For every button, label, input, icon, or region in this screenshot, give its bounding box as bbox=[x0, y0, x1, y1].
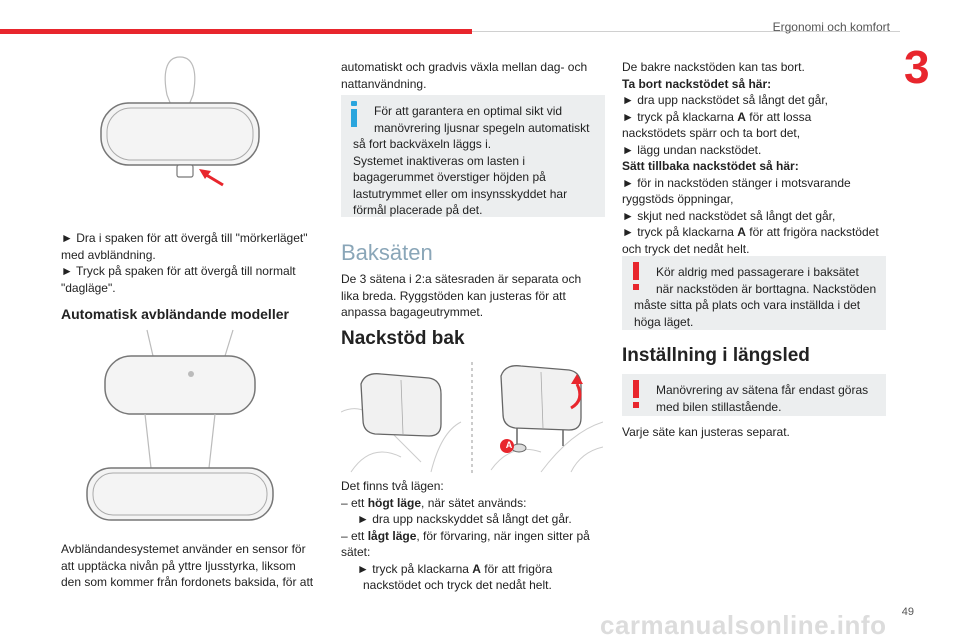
baksaten-line: anpassa bagageutrymmet. bbox=[341, 305, 484, 319]
low-position-cont: sätet: bbox=[341, 545, 371, 559]
remove-step: nackstödets spärr och ta bort det, bbox=[622, 126, 801, 140]
length-text: Varje säte kan justeras separat. bbox=[622, 425, 790, 439]
auto-dimming-heading: Automatisk avbländande modeller bbox=[61, 306, 289, 322]
header-accent-bar bbox=[0, 29, 472, 34]
sensor-line: den som kommer från fordonets baksida, för att bbox=[61, 575, 314, 589]
positions-intro: Det finns två lägen: bbox=[341, 479, 444, 493]
manual-mirror-illustration bbox=[95, 55, 265, 195]
low-position-line: – ett lågt läge, för förvaring, när ingen sitter på bbox=[341, 528, 590, 543]
sensor-line: att upptäcka nivån på yttre ljusstyrka, liksom bbox=[61, 558, 296, 573]
figure-label-a: A bbox=[505, 440, 513, 450]
refit-step: ► tryck på klackarna A för att frigöra nackstödet bbox=[622, 225, 879, 239]
continued-line: nattanvändning. bbox=[341, 76, 427, 91]
refit-heading: Sätt tillbaka nackstödet så här: bbox=[622, 159, 799, 173]
warning-note-stationary: Manövrering av sätena får endast göras med bilen stillastående. bbox=[622, 374, 886, 416]
continued-line: automatiskt och gradvis växla mellan dag- och bbox=[341, 60, 588, 74]
refit-step: och tryck det nedåt helt. bbox=[622, 241, 750, 256]
sensor-line: Avbländandesystemet använder en sensor för bbox=[61, 542, 306, 556]
high-position-line: – ett högt läge, när sätet används: bbox=[341, 495, 527, 510]
page-number: 49 bbox=[901, 606, 914, 618]
warning-icon bbox=[632, 262, 640, 290]
warning-icon bbox=[632, 380, 640, 408]
remove-step: ► dra upp nackstödet så långt det går, bbox=[622, 93, 829, 107]
remove-heading: Ta bort nackstödet så här: bbox=[622, 76, 772, 91]
length-adjust-heading: Inställning i längsled bbox=[622, 345, 810, 366]
refit-step: ► skjut ned nackstödet så långt det går, bbox=[622, 208, 836, 223]
low-step-1: ► tryck på klackarna A för att frigöra bbox=[357, 561, 553, 576]
auto-mirror-illustration bbox=[85, 328, 275, 528]
chapter-number: 3 bbox=[904, 41, 930, 93]
refit-step: ryggstöds öppningar, bbox=[622, 192, 734, 206]
remove-intro: De bakre nackstöden kan tas bort. bbox=[622, 60, 805, 74]
nackstod-heading: Nackstöd bak bbox=[341, 328, 465, 349]
high-step: ► dra upp nackskyddet så långt det går. bbox=[357, 512, 572, 526]
headrest-illustration bbox=[341, 362, 603, 474]
baksaten-line: De 3 sätena i 2:a sätesraden är separata och bbox=[341, 272, 582, 286]
chapter-title: Ergonomi och komfort bbox=[772, 20, 890, 34]
remove-step: ► lägg undan nackstödet. bbox=[622, 142, 762, 157]
baksaten-heading: Baksäten bbox=[341, 240, 433, 265]
remove-step: ► tryck på klackarna A för att lossa bbox=[622, 109, 812, 124]
watermark: carmanualsonline.info bbox=[600, 610, 887, 640]
lever-line: med avbländning. bbox=[61, 247, 156, 262]
info-icon bbox=[349, 101, 359, 127]
lever-line: ► Tryck på spaken för att övergå till normalt bbox=[61, 264, 296, 278]
lever-line: "dagläge". bbox=[61, 280, 116, 295]
refit-step: ► för in nackstöden stänger i motsvarande bbox=[622, 175, 851, 190]
warning-note-passengers: Kör aldrig med passagerare i baksätet när nackstöden är borttagna. Nackstöden måste sitta på plats och vara inställda i det höga läget. bbox=[622, 256, 886, 330]
baksaten-line: lika breda. Ryggstöden kan justeras för att bbox=[341, 288, 566, 303]
lever-line: ► Dra i spaken för att övergå till "mörkerläget" bbox=[61, 231, 308, 245]
info-note: För att garantera en optimal sikt vid manövrering ljusnar spegeln automatiskt så fort backväxeln läggs i. Systemet inaktiveras om lasten i bagagerummet överstiger höjden på lastutrymmet eller om insynsskyddet har förmål placerade på det. bbox=[341, 95, 605, 217]
low-step-2: nackstödet och tryck det nedåt helt. bbox=[363, 578, 552, 592]
